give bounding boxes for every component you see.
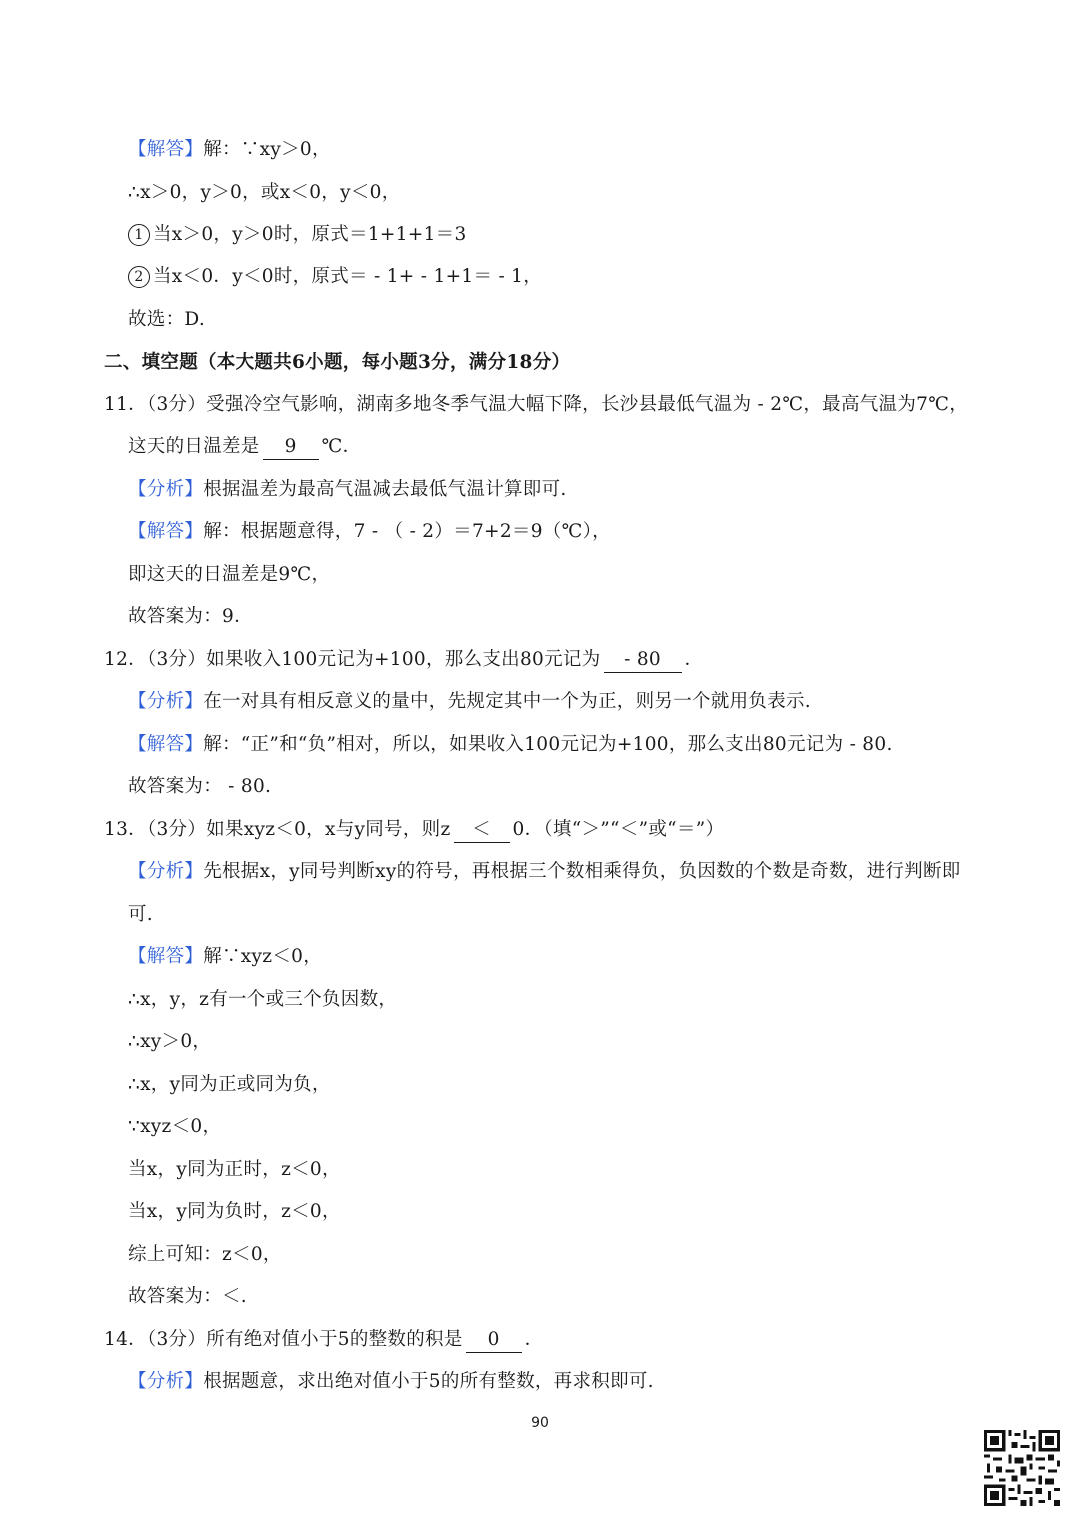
analysis-text: 先根据x，y同号判断xy的符号，再根据三个数相乘得负，负因数的个数是奇数，进行判断即	[203, 861, 961, 882]
question-text: ．	[524, 1329, 544, 1350]
question-text: 14．（3分）所有绝对值小于5的整数的积是	[104, 1329, 463, 1350]
question-14-text	[104, 1325, 543, 1355]
analysis-line	[128, 1367, 654, 1397]
solution-text: 故选：D.	[128, 309, 206, 330]
answer-line	[128, 220, 467, 250]
circled-number: 1	[128, 224, 150, 246]
analysis-tag: 【分析】	[128, 479, 204, 500]
analysis-text: 在一对具有相反意义的量中，先规定其中一个为正，则另一个就用负表示.	[203, 691, 811, 712]
analysis-text: 根据温差为最高气温减去最低气温计算即可.	[203, 479, 567, 500]
solution-line	[128, 517, 611, 547]
question-text: 0．（填“＞”“＜”或“＝”）	[512, 819, 725, 840]
analysis-tag: 【分析】	[128, 861, 204, 882]
solution-line: 即这天的日温差是9℃，	[128, 564, 331, 585]
solution-step: 综上可知：z＜0，	[128, 1244, 282, 1265]
solution-step: 当x，y同为正时，z＜0，	[128, 1159, 341, 1180]
analysis-tag: 【分析】	[128, 691, 204, 712]
question-11-text-cont	[128, 432, 361, 462]
question-11-text: 11．（3分）受强冷空气影响，湖南多地冬季气温大幅下降，长沙县最低气温为 - 2℃，最高气温为7℃，	[104, 394, 969, 415]
analysis-line	[128, 475, 567, 505]
solution-step: 当x，y同为负时，z＜0，	[128, 1201, 341, 1222]
answer-blank: - 80	[604, 648, 682, 673]
solution-line	[128, 942, 322, 972]
solution-line	[128, 730, 893, 760]
qr-code-icon	[984, 1430, 1060, 1506]
solution-tag: 【解答】	[128, 946, 204, 967]
solution-text: 当x＜0．y＜0时，原式＝ - 1+ - 1+1＝ - 1，	[153, 266, 543, 287]
solution-text: 解∵xyz＜0，	[203, 946, 323, 967]
answer-blank: 9	[263, 435, 319, 460]
solution-tag: 【解答】	[128, 734, 204, 755]
question-13-text	[104, 815, 724, 845]
solution-step: ∵xyz＜0，	[128, 1116, 222, 1137]
question-text: ．	[684, 649, 704, 670]
answer-line	[128, 262, 542, 292]
circled-number: 2	[128, 266, 150, 288]
question-text: 13．（3分）如果xyz＜0，x与y同号，则z	[104, 819, 451, 840]
answer-line	[128, 135, 331, 165]
solution-line: 故答案为： - 80.	[128, 776, 272, 797]
solution-text: 解：根据题意得，7 - （ - 2）＝7+2＝9（℃），	[203, 521, 611, 542]
answer-line	[128, 305, 205, 335]
solution-step: 故答案为：＜.	[128, 1286, 247, 1307]
question-text: 12．（3分）如果收入100元记为+100，那么支出80元记为	[104, 649, 601, 670]
analysis-tag: 【分析】	[128, 1371, 204, 1392]
answer-blank: ＜	[454, 818, 510, 843]
question-12-text	[104, 645, 703, 675]
question-text: 这天的日温差是	[128, 436, 260, 457]
answer-blank: 0	[466, 1328, 522, 1353]
solution-tag: 【解答】	[128, 521, 204, 542]
solution-text: 当x＞0，y＞0时，原式＝1+1+1＝3	[153, 224, 467, 245]
analysis-text: 根据题意，求出绝对值小于5的所有整数，再求积即可.	[203, 1371, 654, 1392]
page-number: 90	[531, 1415, 549, 1431]
solution-step: ∴x，y同为正或同为负，	[128, 1074, 331, 1095]
analysis-line	[128, 687, 811, 717]
answer-line	[128, 178, 401, 208]
analysis-line: 可.	[128, 904, 153, 925]
solution-text: 解：∵xy＞0，	[203, 139, 331, 160]
solution-step: ∴x，y，z有一个或三个负因数，	[128, 989, 398, 1010]
solution-text: 解：“正”和“负”相对，所以，如果收入100元记为+100，那么支出80元记为 - 80.	[203, 734, 893, 755]
analysis-line	[128, 857, 961, 887]
solution-tag: 【解答】	[128, 139, 204, 160]
solution-text: ∴x＞0，y＞0，或x＜0，y＜0，	[128, 182, 401, 203]
section-heading: 二、填空题（本大题共6小题，每小题3分，满分18分）	[104, 352, 571, 373]
solution-line: 故答案为：9．	[128, 606, 253, 627]
question-text: ℃．	[321, 436, 362, 457]
solution-step: ∴xy＞0，	[128, 1031, 212, 1052]
